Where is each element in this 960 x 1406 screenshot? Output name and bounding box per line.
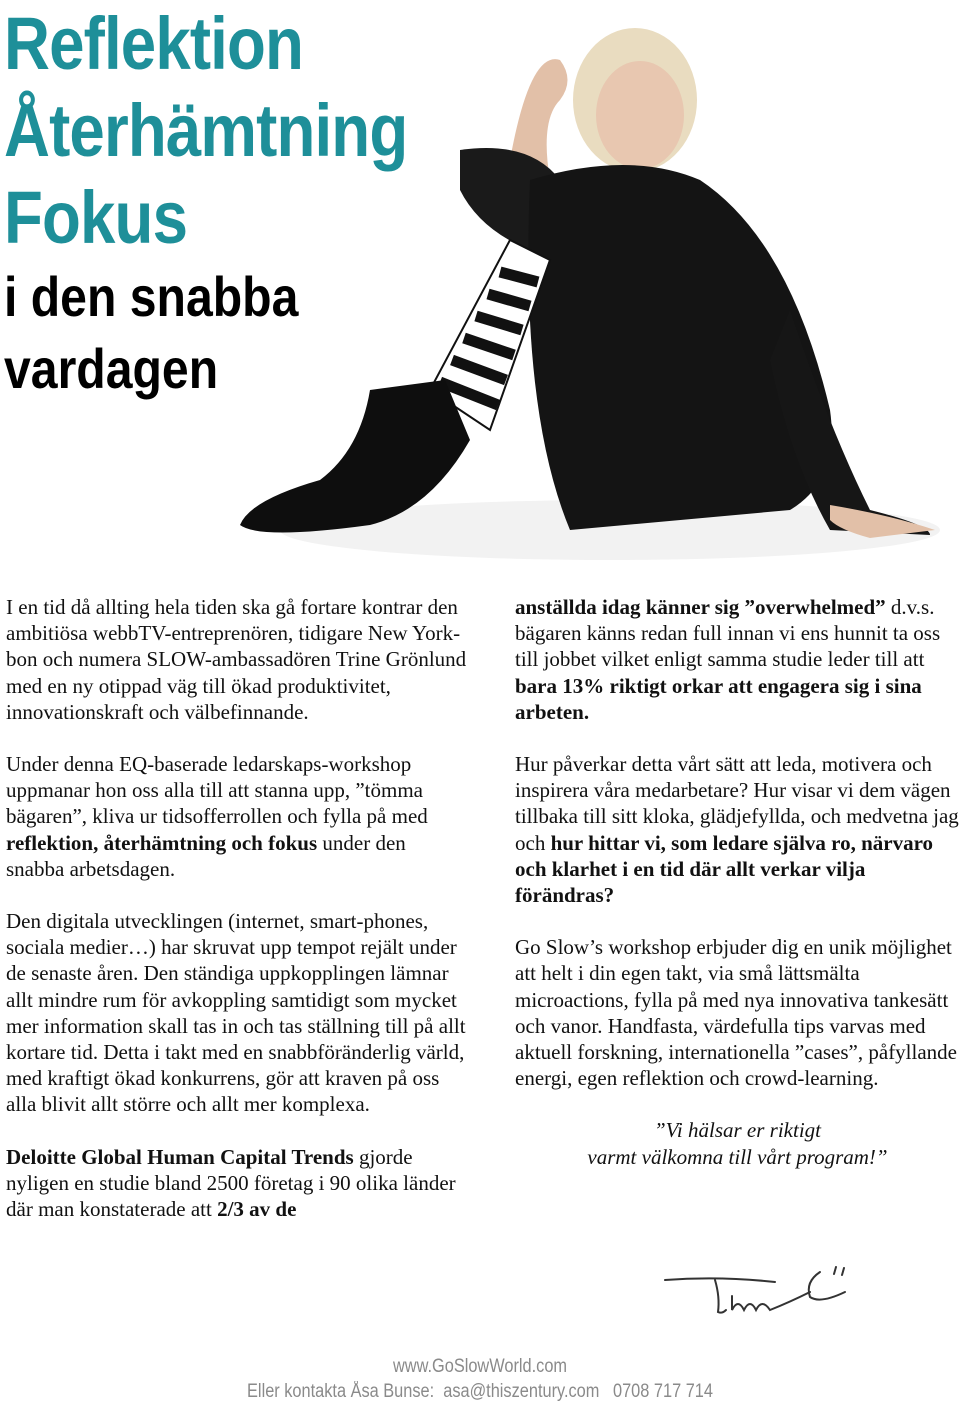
right-column xyxy=(515,594,960,1196)
text-run-bold: 2/3 av de xyxy=(217,1197,297,1222)
text-run: Hur påverkar detta vårt sätt att leda, motivera och inspirera våra medarbetare? Hur visar vi dem vägen tillbaka till sitt kloka, glädjefyllda, och medvetna jag och xyxy=(515,752,959,855)
paragraph xyxy=(6,1144,468,1223)
text-run-bold: anställda idag känner sig ”overwhelmed” xyxy=(515,595,886,619)
welcome-quote xyxy=(515,1117,960,1169)
portrait-photo xyxy=(230,10,950,570)
headline-line: Reflektion xyxy=(4,2,304,85)
paragraph xyxy=(515,751,960,908)
text-run: d.v.s. bägaren känns redan full innan vi ens hunnit ta oss till jobbet vilket enligt samma studie leder till att xyxy=(515,595,941,672)
contact-phone: 0708 717 714 xyxy=(613,1381,713,1402)
paragraph xyxy=(6,908,468,1118)
headline-line: Återhämtning xyxy=(4,89,408,172)
text-run: I en tid då allting hela tiden ska gå fortare kontrar den ambitiösa webbTV-entreprenören, tidigare New York-bon och numera SLOW-ambassadören Trine Grönlund med en ny otippad väg till ökad produktivitet, innovationskraft och välbefinnande. xyxy=(6,595,467,724)
paragraph xyxy=(6,594,468,725)
text-run: gjorde nyligen en studie bland 2500 företag i 90 olika länder där man konstaterade att xyxy=(6,1144,456,1222)
text-run: Den digitala utvecklingen (internet, smart-phones, sociala medier…) har skruvat upp tempot rejält under de senaste åren. Den ständiga uppkopplingen lämnar allt mindre rum för avkoppling samtidigt som mycket mer information skall tas in och tas ställning till på allt kortare tid. Detta i takt med en snabbföränderlig värld, med kraftigt ökad konkurrens, gör att kraven på oss alla blivit allt större och allt mer komplexa. xyxy=(6,909,466,1117)
headline-line: Fokus xyxy=(4,176,188,259)
contact-label: Eller kontakta Åsa Bunse: xyxy=(247,1381,435,1402)
paragraph xyxy=(515,594,960,725)
text-run: Go Slow’s workshop erbjuder dig en unik möjlighet att helt i din egen takt, via små lättsmälta microactions, fylla på med nya innovativa tankesätt och vanor. Handfasta, värdefulla tips varvas med aktuell forskning, internationella ”cases”, påfyllande energi, egen reflektion och crowd-learning. xyxy=(515,935,957,1091)
text-run-bold: Deloitte Global Human Capital Trends xyxy=(6,1144,354,1169)
quote-line: ”Vi hälsar er riktigt xyxy=(653,1118,822,1143)
headline-line: i den snabba xyxy=(4,265,299,328)
text-run-bold: bara 13% riktigt orkar att engagera sig i sina arbeten. xyxy=(515,673,922,724)
text-run-bold: reflektion, återhämtning och fokus xyxy=(6,830,318,855)
text-run: under den snabba arbetsdagen. xyxy=(6,830,406,881)
paragraph xyxy=(515,934,960,1091)
footer-contact xyxy=(67,1381,893,1403)
headline-line: vardagen xyxy=(4,337,219,400)
text-run-bold: hur hittar vi, som ledare själva ro, närvaro och klarhet i en tid där allt verkar vilja förändras? xyxy=(515,830,934,908)
quote-line: varmt välkomna till vårt program!” xyxy=(587,1144,888,1169)
signature xyxy=(660,1262,860,1322)
text-run: Under denna EQ-baserade ledarskaps-workshop uppmanar hon oss alla till att stanna upp, ”tömma bägaren”, kliva ur tidsofferrollen och fylla på med xyxy=(6,752,428,829)
paragraph xyxy=(6,751,468,882)
contact-email[interactable]: asa@thiszentury.com xyxy=(443,1381,600,1402)
footer-website[interactable]: www.GoSlowWorld.com xyxy=(392,1356,568,1377)
left-column xyxy=(6,594,468,1248)
